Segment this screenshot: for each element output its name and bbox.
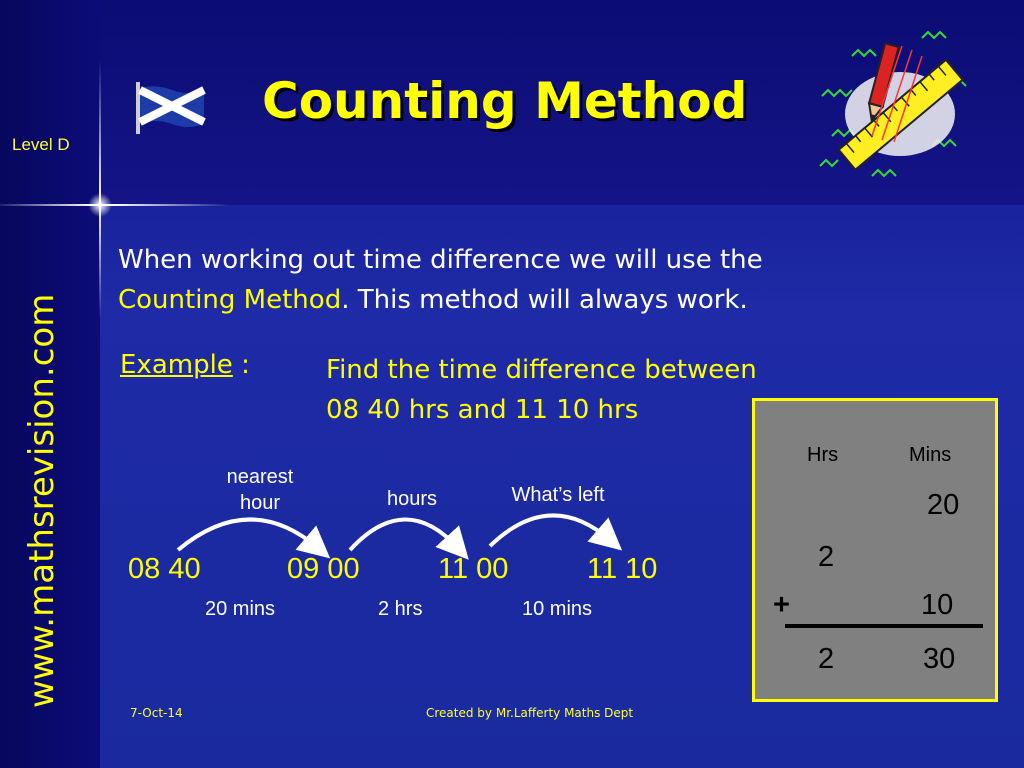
arc-arrow-2 xyxy=(350,519,458,550)
arc-arrow-1 xyxy=(178,519,318,550)
intro-highlight: Counting Method xyxy=(118,285,342,315)
sum-rule xyxy=(785,624,983,628)
arc-label-nearest-hour: nearest hour xyxy=(226,466,294,514)
total-hrs: 2 xyxy=(818,643,835,675)
time-1100: 11 00 xyxy=(438,553,509,585)
example-line2: 08 40 hrs and 11 10 hrs xyxy=(326,395,639,425)
row3-mins: 10 xyxy=(921,589,954,621)
diff-10-mins: 10 mins xyxy=(522,598,593,620)
arc-label-whats-left: What’s left xyxy=(511,484,605,506)
arc-arrow-3 xyxy=(490,515,610,546)
sum-table xyxy=(752,398,998,702)
plus-sign: + xyxy=(773,589,790,621)
row2-hrs: 2 xyxy=(818,541,835,573)
example-word: Example xyxy=(120,350,233,380)
time-0900: 09 00 xyxy=(287,553,360,585)
arc-label-hours: hours xyxy=(386,488,438,510)
intro-rest: . This method will always work. xyxy=(341,285,748,315)
header-hrs: Hrs xyxy=(807,444,839,466)
page-title: Counting Method xyxy=(262,72,748,130)
diff-20-mins: 20 mins xyxy=(205,598,276,620)
row1-mins: 20 xyxy=(927,489,960,521)
intro-line1: When working out time difference we will use the xyxy=(118,245,763,275)
time-0840: 08 40 xyxy=(128,553,201,585)
time-1110: 11 10 xyxy=(587,553,658,585)
total-mins: 30 xyxy=(923,643,956,675)
level-label: Level D xyxy=(12,135,70,154)
footer-credit: Created by Mr.Lafferty Maths Dept xyxy=(426,706,634,720)
example-colon: : xyxy=(232,350,250,380)
website-url: www.mathsrevision.com xyxy=(22,293,62,708)
header-mins: Mins xyxy=(909,444,952,466)
diff-2-hrs: 2 hrs xyxy=(378,598,423,620)
example-line1: Find the time difference between xyxy=(326,355,757,385)
footer-date: 7-Oct-14 xyxy=(130,706,183,720)
